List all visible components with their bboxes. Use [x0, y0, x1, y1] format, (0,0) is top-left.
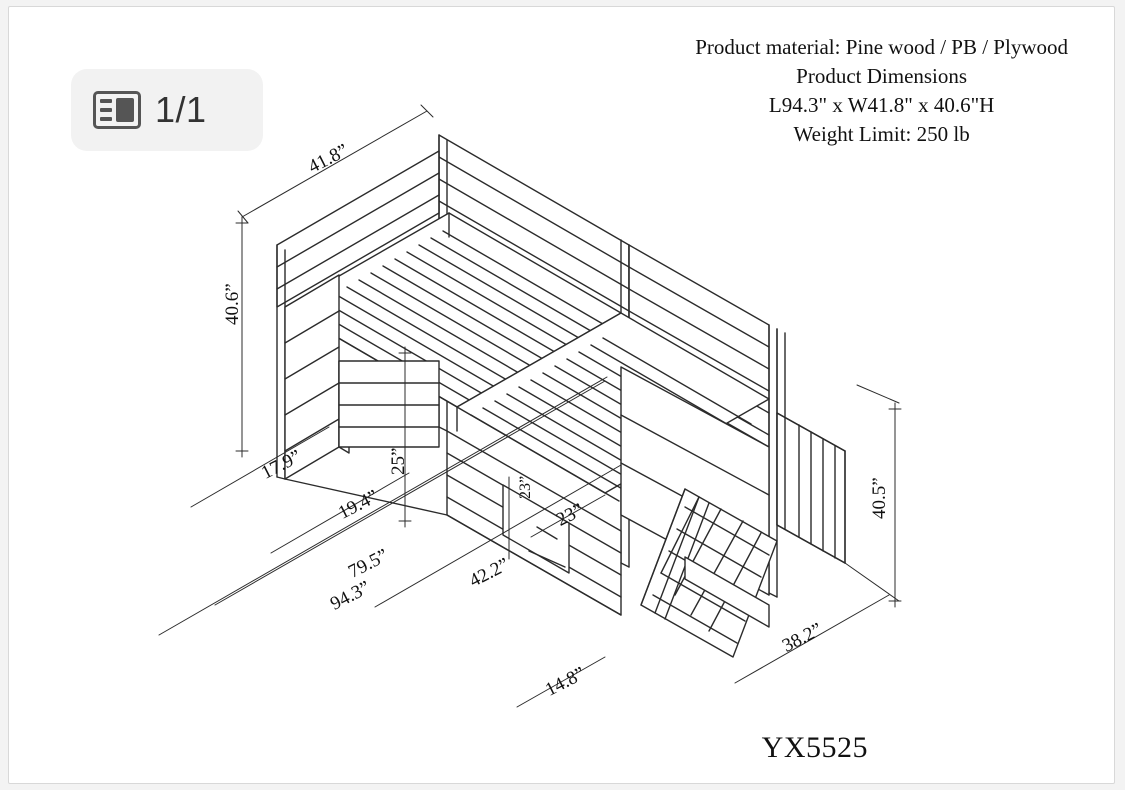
- product-dimensions-title: Product Dimensions: [796, 64, 968, 88]
- page-indicator-badge[interactable]: [71, 69, 263, 151]
- dimension-label-length-943: 94.3”: [327, 577, 374, 615]
- page-indicator-label: 1/1: [155, 89, 207, 130]
- dimension-label-length-795: 79.5”: [345, 545, 392, 583]
- dimension-label-opening-23: 23”: [553, 499, 587, 531]
- dimension-label-clearance: 25”: [388, 447, 409, 475]
- product-weight-limit: Weight Limit: 250 lb: [793, 122, 970, 146]
- dimension-label-depth-148: 14.8”: [542, 663, 589, 701]
- document-sheet: [8, 6, 1115, 784]
- dimension-label-depth-179: 17.9”: [258, 446, 305, 484]
- dimension-label-width-top: 41.8”: [305, 140, 352, 178]
- dimension-label-height-left: 40.6”: [222, 283, 243, 325]
- dimension-label-length-422: 42.2”: [466, 554, 513, 592]
- dimension-label-stair-382: 38.2”: [779, 619, 826, 657]
- dimension-label-opening-height: 23”: [517, 475, 534, 499]
- product-dimensions-value: L94.3" x W41.8" x 40.6"H: [768, 93, 995, 117]
- product-spec-block: [695, 33, 1068, 149]
- model-code-label: YX5525: [761, 731, 868, 764]
- dimension-label-height-right: 40.5”: [869, 477, 890, 519]
- pages-icon: [93, 91, 141, 129]
- dimension-label-depth-194: 19.4”: [335, 486, 382, 524]
- product-material-line: Product material: Pine wood / PB / Plywood: [695, 35, 1068, 59]
